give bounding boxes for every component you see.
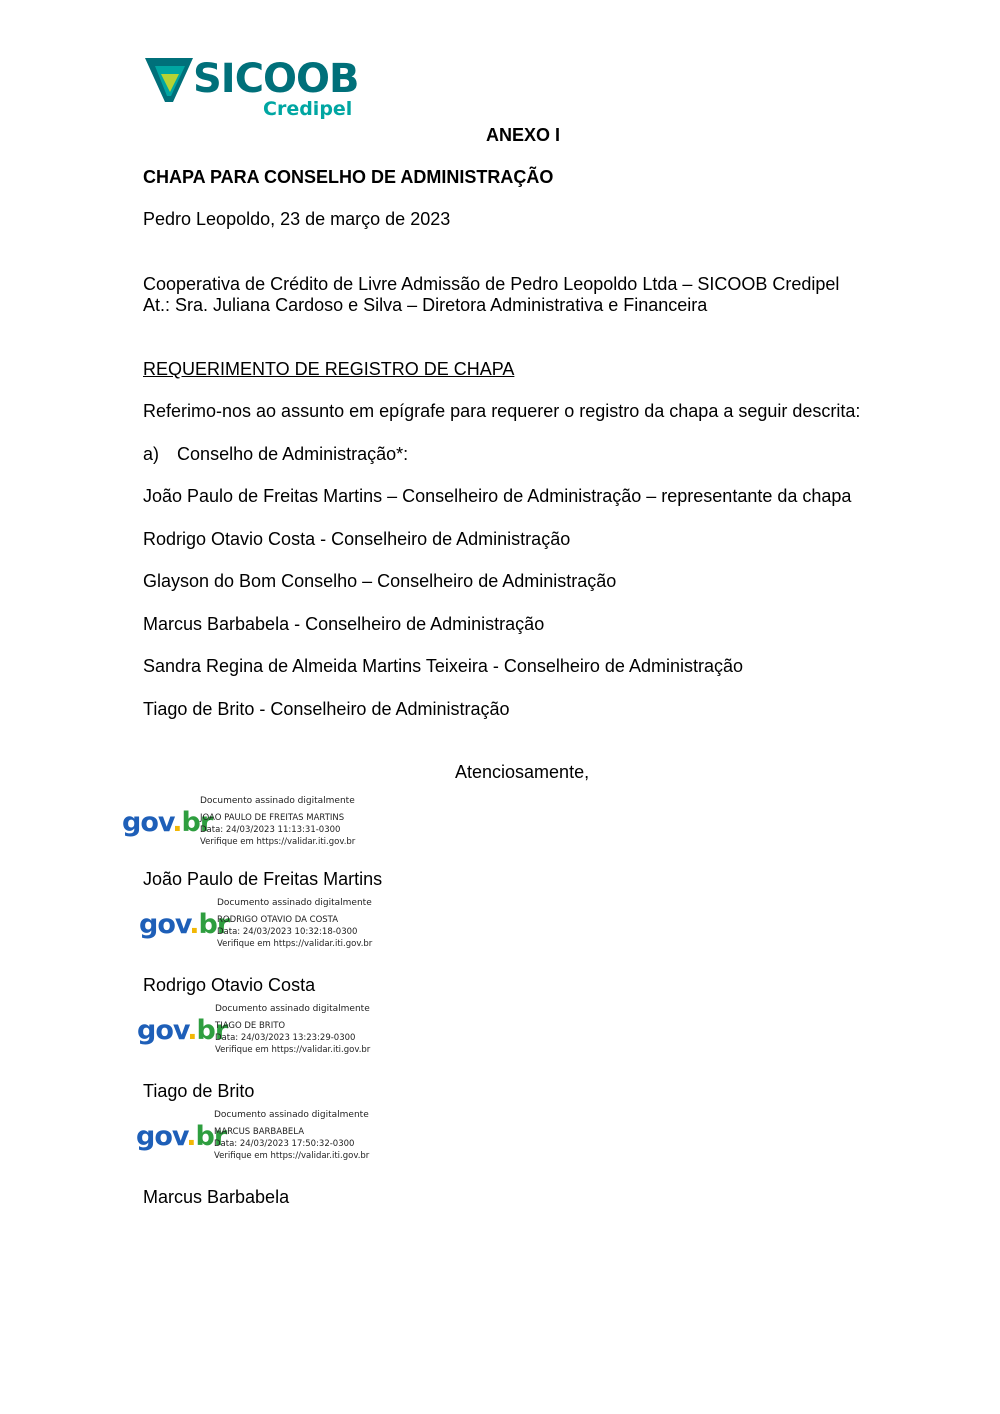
govbr-signature-stamp — [139, 898, 399, 952]
stamp-title: Documento assinado digitalmente — [200, 796, 355, 806]
stamp-verify: Verifique em https://validar.iti.gov.br — [200, 837, 356, 847]
stamp-signer-name: MARCUS BARBABELA — [214, 1127, 305, 1137]
recipient-line-1: Cooperativa de Crédito de Livre Admissão de Pedro Leopoldo Ltda – SICOOB Credipel — [143, 274, 840, 294]
govbr-logo: gov.br — [122, 807, 213, 838]
stamp-info — [217, 914, 372, 950]
subject-heading: REQUERIMENTO DE REGISTRO DE CHAPA — [143, 359, 515, 379]
stamp-date: Data: 24/03/2023 10:32:18-0300 — [217, 927, 358, 937]
signer-name: João Paulo de Freitas Martins — [143, 869, 383, 889]
intro-paragraph: Referimo-nos ao assunto em epígrafe para requerer o registro da chapa a seguir descrita: — [143, 401, 861, 421]
stamp-info — [200, 812, 355, 848]
govbr-signature-stamp — [137, 1004, 397, 1058]
closing: Atenciosamente, — [455, 762, 590, 782]
signer-name: Marcus Barbabela — [143, 1187, 290, 1207]
stamp-info — [215, 1020, 370, 1056]
stamp-date: Data: 24/03/2023 13:23:29-0300 — [215, 1033, 356, 1043]
stamp-verify: Verifique em https://validar.iti.gov.br — [217, 939, 373, 949]
govbr-logo: gov.br — [136, 1121, 227, 1152]
item-label: Conselho de Administração*: — [177, 444, 409, 464]
govbr-logo: gov.br — [137, 1015, 228, 1046]
stamp-signer-name: TIAGO DE BRITO — [215, 1021, 286, 1031]
logo-sub-text: Credipel — [263, 98, 353, 120]
signer-name: Tiago de Brito — [143, 1081, 255, 1101]
stamp-verify: Verifique em https://validar.iti.gov.br — [215, 1045, 371, 1055]
member-line: João Paulo de Freitas Martins – Conselheiro de Administração – representante da chapa — [143, 486, 852, 506]
stamp-verify: Verifique em https://validar.iti.gov.br — [214, 1151, 370, 1161]
govbr-logo: gov.br — [139, 909, 230, 940]
member-line: Marcus Barbabela - Conselheiro de Administração — [143, 614, 545, 634]
govbr-signature-stamp — [122, 796, 382, 850]
sicoob-credipel-logo — [143, 56, 359, 126]
member-line: Sandra Regina de Almeida Martins Teixeira - Conselheiro de Administração — [143, 656, 743, 676]
govbr-signature-stamp — [136, 1110, 396, 1164]
annex-title: ANEXO I — [486, 125, 561, 145]
stamp-info — [214, 1126, 369, 1162]
stamp-title: Documento assinado digitalmente — [214, 1110, 369, 1120]
member-line: Glayson do Bom Conselho – Conselheiro de Administração — [143, 571, 617, 591]
stamp-signer-name: RODRIGO OTAVIO DA COSTA — [217, 915, 339, 925]
recipient-line-2: At.: Sra. Juliana Cardoso e Silva – Diretora Administrativa e Financeira — [143, 295, 708, 315]
stamp-title: Documento assinado digitalmente — [217, 898, 372, 908]
stamp-date: Data: 24/03/2023 17:50:32-0300 — [214, 1139, 355, 1149]
stamp-date: Data: 24/03/2023 11:13:31-0300 — [200, 825, 341, 835]
sicoob-emblem-icon — [143, 56, 195, 104]
item-a — [143, 443, 408, 465]
logo-brand-text: SICOOB — [193, 56, 359, 102]
stamp-signer-name: JOAO PAULO DE FREITAS MARTINS — [200, 813, 345, 823]
signer-name: Rodrigo Otavio Costa — [143, 975, 316, 995]
member-line: Tiago de Brito - Conselheiro de Administração — [143, 699, 510, 719]
place-date: Pedro Leopoldo, 23 de março de 2023 — [143, 209, 451, 229]
stamp-title: Documento assinado digitalmente — [215, 1004, 370, 1014]
item-marker: a) — [143, 444, 160, 464]
member-line: Rodrigo Otavio Costa - Conselheiro de Administração — [143, 529, 571, 549]
document-title: CHAPA PARA CONSELHO DE ADMINISTRAÇÃO — [143, 167, 554, 187]
